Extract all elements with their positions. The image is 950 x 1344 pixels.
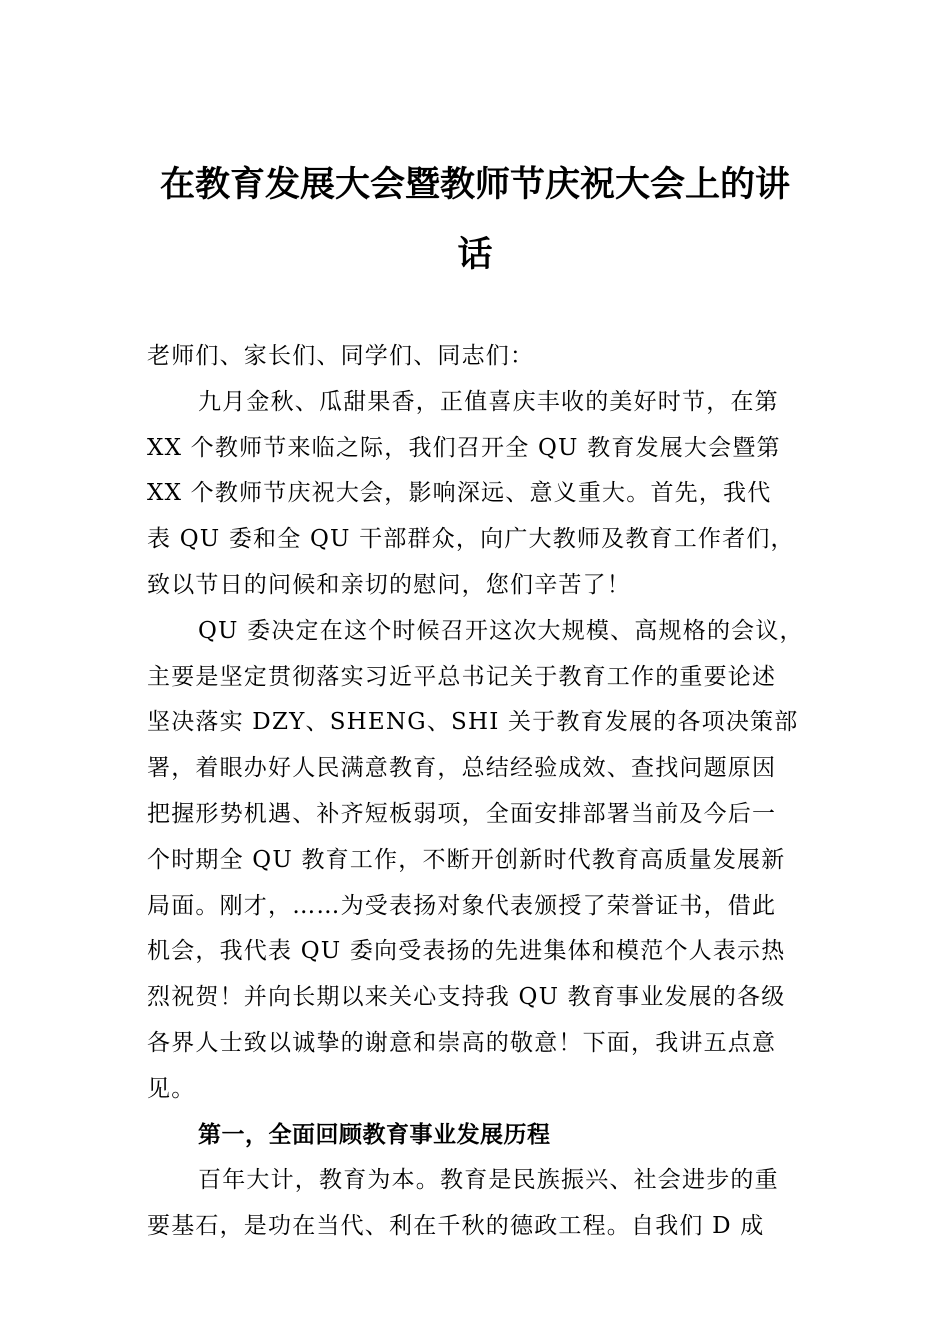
paragraph-2-line: 坚决落实 DZY、SHENG、SHI 关于教育发展的各项决策部 [147,709,799,736]
paragraph-1-line: 致以节日的问候和亲切的慰问，您们辛苦了！ [147,571,631,598]
paragraph-2-line: QU 委决定在这个时候召开这次大规模、高规格的会议， [198,617,804,644]
paragraph-2-line: 个时期全 QU 教育工作，不断开创新时代教育高质量发展新 [147,846,786,873]
document-body [147,334,817,1250]
paragraph-1-line: 九月金秋、瓜甜果香，正值喜庆丰收的美好时节，在第 [198,388,779,415]
paragraph-3-line: 要基石，是功在当代、利在千秋的德政工程。自我们 D 成 [147,1213,765,1240]
paragraph-1-line: 表 QU 委和全 QU 干部群众，向广大教师及教育工作者们， [147,526,795,553]
paragraph-3-line: 百年大计，教育为本。教育是民族振兴、社会进步的重 [198,1167,779,1194]
paragraph-2-line: 署，着眼办好人民满意教育，总结经验成效、查找问题原因 [147,755,777,782]
document-title-line-1: 在教育发展大会暨教师节庆祝大会上的讲 [159,165,790,205]
paragraph-2-line: 各界人士致以诚挚的谢意和崇高的敬意！下面，我讲五点意 [147,1029,777,1056]
paragraph-2-line: 把握形势机遇、补齐短板弱项，全面安排部署当前及今后一 [147,800,777,827]
paragraph-2-line: 机会，我代表 QU 委向受表扬的先进集体和模范个人表示热 [147,938,786,965]
section-heading-1: 第一，全面回顾教育事业发展历程 [198,1121,551,1148]
paragraph-2-line: 烈祝贺！并向长期以来关心支持我 QU 教育事业发展的各级 [147,984,786,1011]
document-title-line-2: 话 [457,235,493,275]
salutation: 老师们、家长们、同学们、同志们： [147,343,535,369]
paragraph-2-line: 局面。刚才，……为受表扬对象代表颁授了荣誉证书，借此 [147,892,777,919]
paragraph-2-line: 主要是坚定贯彻落实习近平总书记关于教育工作的重要论述 [147,663,777,690]
paragraph-2-line: 见。 [147,1075,196,1102]
paragraph-1-line: XX 个教师节庆祝大会，影响深远、意义重大。首先，我代 [147,480,772,507]
paragraph-1-line: XX 个教师节来临之际，我们召开全 QU 教育发展大会暨第 [147,434,781,461]
